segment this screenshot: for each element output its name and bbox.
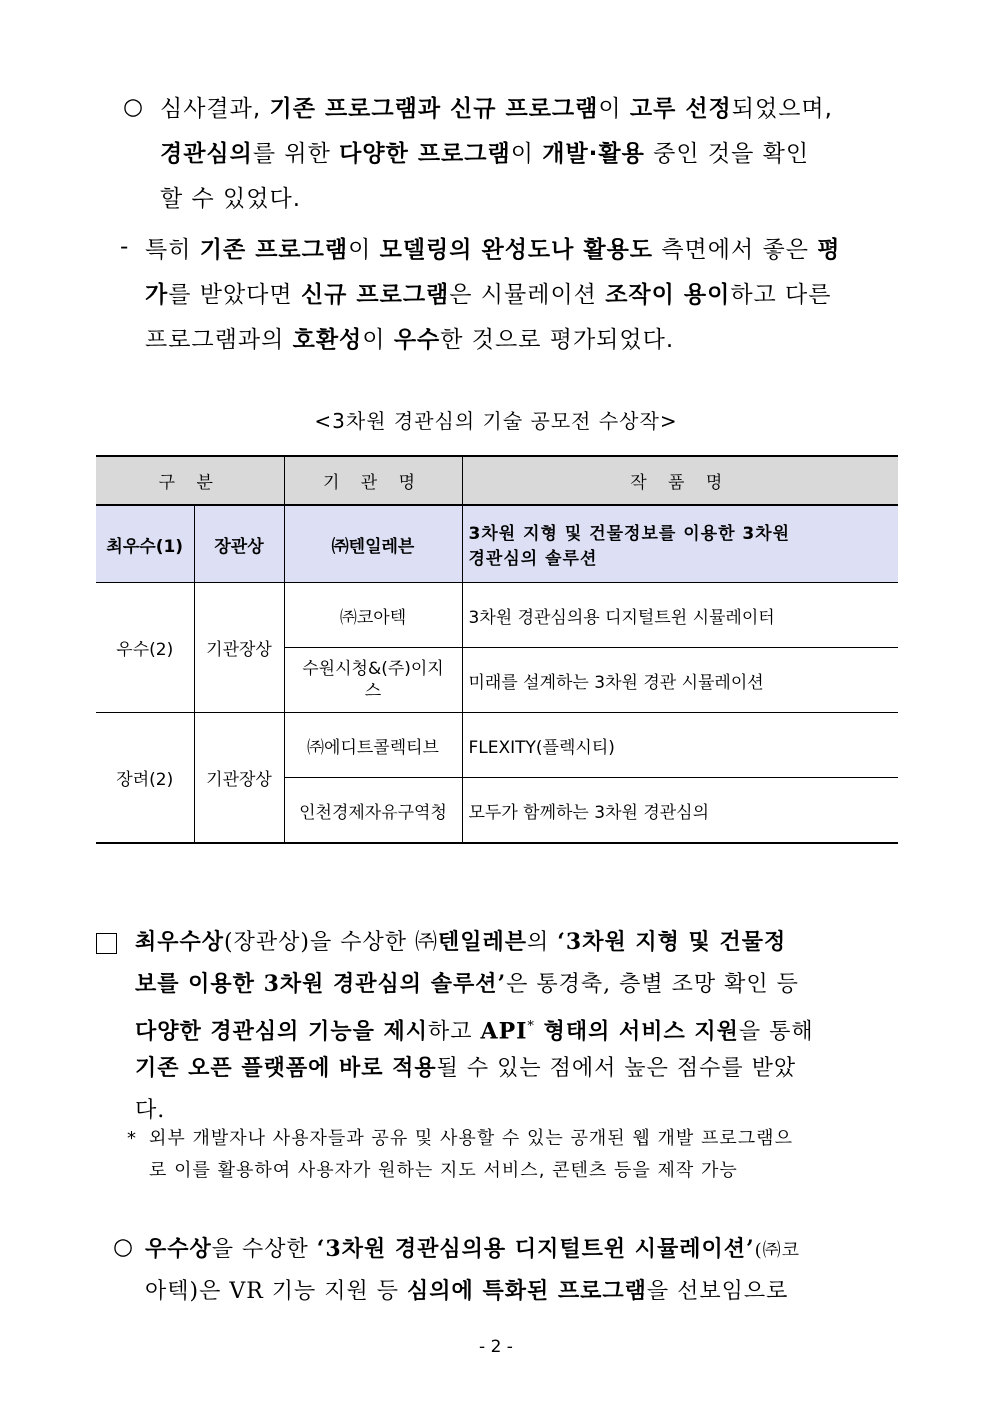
org-cell: ㈜에디트콜렉티브 <box>284 713 462 778</box>
text: API <box>480 1018 528 1045</box>
text: 가 <box>145 282 169 308</box>
text: 스 <box>364 681 382 701</box>
table-caption: <3차원 경관심의 기술 공모전 수상작> <box>314 409 678 433</box>
text: ‘3차원 경관심의용 디지털트윈 시뮬레이션’ <box>316 1236 755 1262</box>
text: 형태의 서비스 지원 <box>534 1018 739 1045</box>
work-cell: FLEXITY(플렉시티) <box>462 713 898 778</box>
grade-cell: 최우수(1) <box>96 505 194 583</box>
text: 이 <box>598 96 630 122</box>
text: 외부 개발자나 사용자들과 공유 및 사용할 수 있는 공개된 웹 개발 프로그램으 <box>149 1128 793 1149</box>
text: 을 선보임으로 <box>646 1279 789 1304</box>
checkbox-square-bullet <box>96 933 117 954</box>
table-row <box>96 583 898 648</box>
text: 텐일레븐 <box>437 929 527 955</box>
award-cell: 장관상 <box>194 505 284 583</box>
table-row <box>96 713 898 778</box>
text: 다양한 경관심의 기능을 제시 <box>135 1018 429 1045</box>
text: 중인 것을 확인 <box>644 141 810 167</box>
text: 특히 <box>145 237 200 263</box>
text: 고루 선정 <box>629 96 732 122</box>
text: 은 시뮬레이션 <box>449 282 606 308</box>
dash-bullet: - <box>120 234 129 260</box>
award-cell: 기관장상 <box>194 583 284 713</box>
text: * <box>527 1019 535 1034</box>
text: 을 수상한 <box>211 1237 317 1262</box>
text: 을 통해 <box>738 1019 814 1045</box>
text: 평 <box>817 237 841 263</box>
text: 프로그램과의 <box>145 327 293 353</box>
header-organization: 기 관 명 <box>284 456 462 505</box>
text: ㈜ <box>414 930 438 955</box>
text: 기존 프로그램과 신규 프로그램 <box>269 96 599 122</box>
text: 할 수 있었다. <box>160 186 302 212</box>
text: 하고 다른 <box>730 282 832 308</box>
text: 아텍)은 VR 기능 지원 등 <box>145 1279 408 1304</box>
text: 이 <box>510 141 543 167</box>
table-row <box>96 505 898 583</box>
text: (장관상) <box>224 930 310 955</box>
grade-cell: 장려(2) <box>96 713 194 844</box>
text: 이 <box>362 327 394 353</box>
award-cell: 기관장상 <box>194 713 284 844</box>
org-cell: 인천경제자유구역청 <box>284 778 462 844</box>
text: 보를 이용한 3차원 경관심의 솔루션’ <box>135 971 507 997</box>
text: 모델링의 완성도나 활용도 <box>379 237 654 263</box>
work-cell <box>462 505 898 583</box>
text: (㈜코 <box>754 1240 801 1261</box>
text: 다양한 프로그램 <box>339 141 511 167</box>
text: 최우수상 <box>135 929 225 955</box>
text: 심사결과, <box>160 96 270 122</box>
header-category: 구 분 <box>96 456 284 505</box>
text: 신규 프로그램 <box>300 282 450 308</box>
text: 를 위한 <box>252 141 340 167</box>
table-header-row <box>96 456 898 505</box>
text: 를 받았다면 <box>168 282 301 308</box>
org-cell: ㈜텐일레븐 <box>284 505 462 583</box>
text: ‘3차원 지형 및 건물정 <box>557 929 787 955</box>
text: 개발·활용 <box>542 141 645 167</box>
text: 다. <box>135 1098 166 1123</box>
text: 하고 <box>428 1019 481 1045</box>
text: 측면에서 좋은 <box>653 237 818 263</box>
text: 3차원 지형 및 건물정보를 이용한 3차원 <box>468 524 791 544</box>
work-cell: 모두가 함께하는 3차원 경관심의 <box>462 778 898 844</box>
text: 한 것으로 평가되었다. <box>440 327 675 353</box>
org-cell <box>284 648 462 713</box>
text: 심의에 특화된 프로그램 <box>407 1278 647 1304</box>
text: 경관심의 솔루션 <box>468 549 598 569</box>
header-work: 작 품 명 <box>462 456 898 505</box>
org-cell: ㈜코아텍 <box>284 583 462 648</box>
text: 우수상 <box>145 1236 212 1262</box>
text: 은 통경축, 층별 조망 확인 등 <box>506 972 799 997</box>
page-number: - 2 - <box>479 1337 513 1357</box>
grade-cell: 우수(2) <box>96 583 194 713</box>
text: 의 <box>526 930 558 955</box>
text: 경관심의 <box>160 141 253 167</box>
circle-bullet: ○ <box>123 94 144 120</box>
text: 호환성 <box>292 327 363 353</box>
work-cell: 3차원 경관심의용 디지털트윈 시뮬레이터 <box>462 583 898 648</box>
text: 기존 오픈 플랫폼에 바로 적용 <box>135 1055 437 1081</box>
text: 기존 프로그램 <box>199 237 349 263</box>
text: 우수 <box>393 327 441 353</box>
text: 로 이를 활용하여 사용자가 원하는 지도 서비스, 콘텐츠 등을 제작 가능 <box>149 1160 738 1181</box>
work-cell: 미래를 설계하는 3차원 경관 시뮬레이션 <box>462 648 898 713</box>
awards-table <box>96 455 898 844</box>
text: 수원시청&(주)이지 <box>302 659 444 679</box>
text: 될 수 있는 점에서 높은 점수를 받았 <box>436 1056 797 1081</box>
text: 이 <box>348 237 380 263</box>
circle-bullet: ○ <box>113 1234 134 1260</box>
text: 조작이 용이 <box>605 282 731 308</box>
text: * <box>127 1128 137 1149</box>
text: 되었으며, <box>731 96 833 122</box>
text: 을 수상한 <box>309 930 415 955</box>
